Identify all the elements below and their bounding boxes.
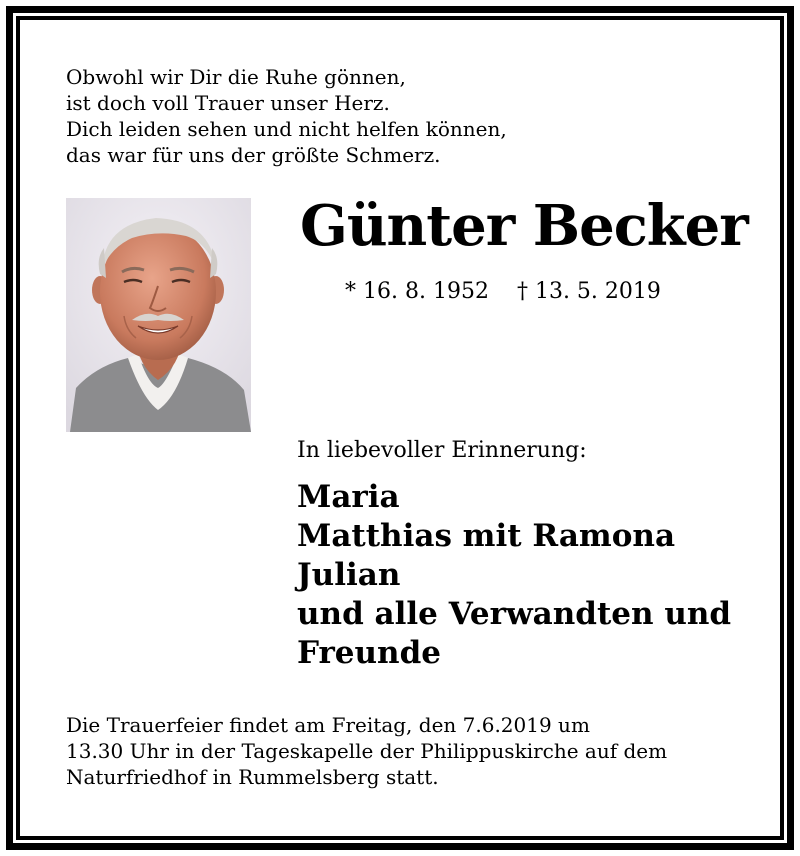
poem <box>66 64 507 168</box>
service-line: Naturfriedhof in Rummelsberg statt. <box>66 765 439 789</box>
birth-date: * 16. 8. 1952 <box>345 279 489 304</box>
service-line: 13.30 Uhr in der Tageskapelle der Philippuskirche auf dem <box>66 739 668 763</box>
family-member: Maria <box>297 479 400 515</box>
poem-line: Obwohl wir Dir die Ruhe gönnen, <box>66 65 406 89</box>
funeral-service-notice <box>66 712 667 790</box>
portrait-photo <box>66 198 251 432</box>
death-date: † 13. 5. 2019 <box>516 279 661 304</box>
poem-line: das war für uns der größte Schmerz. <box>66 143 441 167</box>
poem-line: ist doch voll Trauer unser Herz. <box>66 91 390 115</box>
family-list <box>297 478 731 673</box>
deceased-name: Günter Becker <box>300 193 748 259</box>
family-member: und alle Verwandten und <box>297 596 732 632</box>
family-member: Matthias mit Ramona <box>297 518 676 554</box>
poem-line: Dich leiden sehen und nicht helfen können, <box>66 117 507 141</box>
portrait-illustration <box>66 198 251 432</box>
memory-heading: In liebevoller Erinnerung: <box>297 438 587 463</box>
family-member: Julian <box>297 557 401 593</box>
family-member: Freunde <box>297 635 441 671</box>
life-dates <box>345 278 661 306</box>
service-line: Die Trauerfeier findet am Freitag, den 7.6.2019 um <box>66 713 590 737</box>
